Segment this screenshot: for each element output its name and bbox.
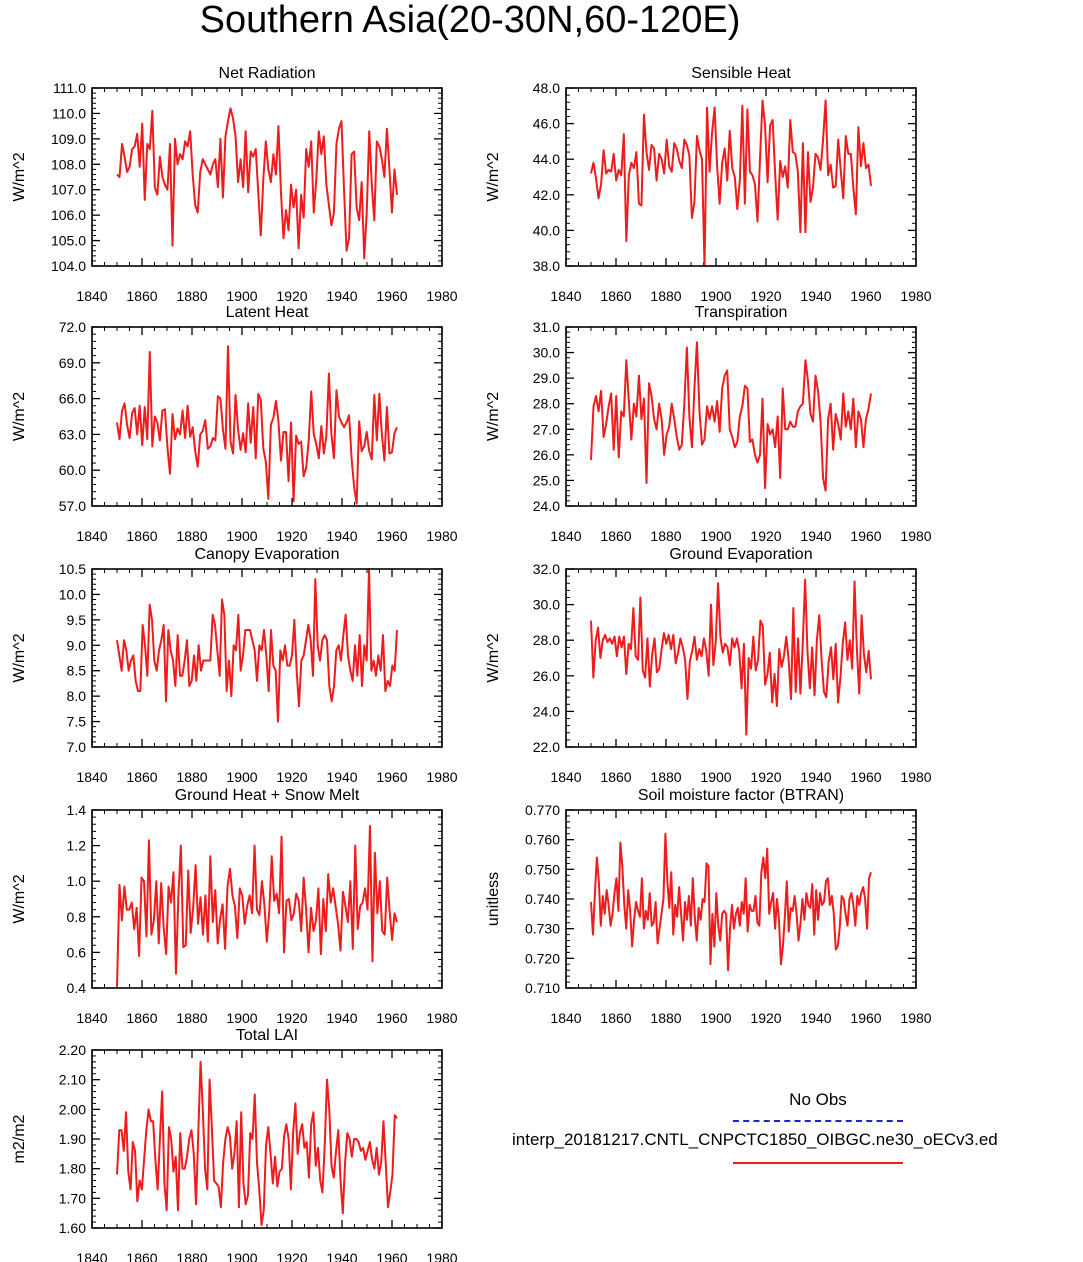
y-axis-label: W/m^2 — [11, 152, 28, 202]
plot-frame — [566, 88, 916, 266]
x-tick-label: 1840 — [76, 288, 108, 304]
x-tick-label: 1900 — [700, 769, 732, 785]
x-tick-label: 1880 — [176, 528, 208, 544]
y-tick-label: 0.8 — [66, 908, 86, 925]
x-tick-label: 1840 — [550, 769, 582, 785]
x-tick-label: 1960 — [376, 528, 408, 544]
x-tick-label: 1920 — [276, 1250, 308, 1262]
y-tick-label: 24.0 — [532, 498, 560, 514]
y-tick-label: 1.90 — [58, 1131, 86, 1147]
x-tick-label: 1860 — [126, 1250, 158, 1262]
x-tick-label: 1900 — [226, 769, 258, 785]
x-tick-label: 1920 — [276, 1010, 308, 1026]
x-tick-label: 1840 — [550, 288, 582, 304]
y-tick-label: 1.60 — [58, 1220, 86, 1236]
y-tick-label: 1.0 — [66, 873, 86, 890]
x-tick-label: 1840 — [76, 1250, 108, 1262]
chart-title: Net Radiation — [218, 65, 316, 82]
x-tick-label: 1920 — [750, 769, 782, 785]
x-tick-label: 1960 — [850, 769, 882, 785]
x-tick-label: 1940 — [326, 1250, 358, 1262]
y-tick-label: 69.0 — [58, 354, 86, 371]
y-axis-label: W/m^2 — [485, 633, 502, 683]
x-tick-label: 1960 — [850, 1010, 882, 1026]
y-tick-label: 9.0 — [66, 637, 86, 654]
y-tick-label: 26.0 — [532, 446, 560, 463]
y-tick-label: 107.0 — [50, 181, 86, 198]
x-tick-label: 1940 — [800, 288, 832, 304]
x-tick-label: 1900 — [226, 288, 258, 304]
legend-case-label: interp_20181217.CNTL_CNPCTC1850_OIBGC.ne30_oECv3.ed — [512, 1130, 998, 1149]
x-tick-label: 1960 — [376, 1250, 408, 1262]
x-tick-label: 1920 — [750, 288, 782, 304]
y-axis-label: W/m^2 — [11, 391, 28, 442]
series-line — [117, 826, 397, 986]
y-axis-label: W/m^2 — [485, 152, 502, 202]
x-tick-label: 1860 — [600, 1010, 632, 1026]
legend-case-line — [733, 1162, 903, 1164]
y-tick-label: 42.0 — [532, 186, 560, 203]
y-axis-label: W/m^2 — [11, 633, 28, 683]
y-axis-label: W/m^2 — [485, 391, 502, 442]
y-tick-label: 0.730 — [524, 920, 560, 937]
y-tick-label: 0.710 — [524, 980, 560, 996]
x-tick-label: 1840 — [76, 769, 108, 785]
y-tick-label: 0.750 — [524, 861, 560, 878]
x-tick-label: 1940 — [800, 769, 832, 785]
y-tick-label: 29.0 — [532, 370, 560, 387]
x-tick-label: 1900 — [226, 1250, 258, 1262]
series-line — [117, 346, 397, 504]
x-tick-label: 1940 — [326, 288, 358, 304]
x-tick-label: 1940 — [326, 528, 358, 544]
x-tick-label: 1900 — [226, 1010, 258, 1026]
x-tick-label: 1880 — [176, 769, 208, 785]
x-tick-label: 1980 — [426, 288, 458, 304]
chart-title: Canopy Evaporation — [194, 546, 340, 563]
y-tick-label: 1.4 — [66, 802, 86, 818]
x-tick-label: 1940 — [326, 769, 358, 785]
series-line — [117, 569, 397, 722]
legend-obs-line — [733, 1120, 903, 1122]
y-tick-label: 108.0 — [50, 156, 86, 173]
chart-panel-8 — [485, 787, 932, 1026]
chart-title: Ground Heat + Snow Melt — [174, 787, 360, 804]
y-tick-label: 0.6 — [66, 944, 86, 961]
y-tick-label: 0.770 — [524, 802, 560, 818]
x-tick-label: 1860 — [126, 288, 158, 304]
y-tick-label: 57.0 — [58, 498, 86, 514]
y-axis-label: m2/m2 — [11, 1114, 28, 1164]
series-line — [591, 342, 871, 490]
x-tick-label: 1840 — [550, 528, 582, 544]
x-tick-label: 1960 — [850, 288, 882, 304]
x-tick-label: 1880 — [650, 769, 682, 785]
series-line — [591, 834, 871, 970]
x-tick-label: 1880 — [176, 1250, 208, 1262]
chart-panel-7 — [11, 787, 458, 1026]
x-tick-label: 1960 — [376, 769, 408, 785]
legend-obs-label: No Obs — [789, 1090, 847, 1109]
chart-panel-6 — [485, 546, 932, 785]
x-tick-label: 1840 — [550, 1010, 582, 1026]
y-tick-label: 40.0 — [532, 222, 560, 239]
x-tick-label: 1960 — [850, 528, 882, 544]
y-tick-label: 104.0 — [50, 258, 86, 274]
x-tick-label: 1860 — [600, 288, 632, 304]
y-tick-label: 0.760 — [524, 831, 560, 848]
x-tick-label: 1980 — [426, 528, 458, 544]
y-tick-label: 1.70 — [58, 1190, 86, 1207]
x-tick-label: 1880 — [176, 288, 208, 304]
y-tick-label: 2.00 — [58, 1101, 86, 1118]
y-tick-label: 44.0 — [532, 151, 560, 168]
y-tick-label: 27.0 — [532, 421, 560, 438]
x-tick-label: 1900 — [700, 528, 732, 544]
y-tick-label: 111.0 — [53, 80, 86, 96]
x-tick-label: 1980 — [426, 1010, 458, 1026]
x-tick-label: 1900 — [226, 528, 258, 544]
y-tick-label: 38.0 — [532, 258, 560, 274]
chart-title: Ground Evaporation — [669, 546, 813, 563]
x-tick-label: 1860 — [126, 528, 158, 544]
chart-panel-5 — [11, 546, 458, 785]
y-tick-label: 7.0 — [66, 739, 86, 755]
y-tick-label: 30.0 — [532, 596, 560, 613]
y-tick-label: 10.5 — [58, 561, 86, 577]
y-tick-label: 7.5 — [66, 713, 86, 730]
y-tick-label: 109.0 — [50, 130, 86, 147]
x-tick-label: 1880 — [650, 1010, 682, 1026]
y-tick-label: 0.4 — [66, 980, 86, 996]
y-tick-label: 105.0 — [50, 232, 86, 249]
y-tick-label: 46.0 — [532, 115, 560, 132]
chart-title: Latent Heat — [225, 304, 309, 321]
y-tick-label: 110.0 — [52, 105, 86, 122]
y-tick-label: 28.0 — [532, 632, 560, 649]
x-tick-label: 1920 — [276, 288, 308, 304]
y-axis-label: W/m^2 — [11, 874, 28, 924]
y-tick-label: 8.5 — [66, 662, 86, 679]
x-tick-label: 1860 — [600, 528, 632, 544]
chart-title: Sensible Heat — [691, 65, 791, 82]
x-tick-label: 1860 — [126, 1010, 158, 1026]
x-tick-label: 1880 — [650, 288, 682, 304]
y-tick-label: 0.720 — [524, 950, 560, 967]
x-tick-label: 1960 — [376, 1010, 408, 1026]
y-tick-label: 10.0 — [58, 586, 86, 603]
y-tick-label: 25.0 — [532, 472, 560, 489]
plot-frame — [566, 327, 916, 506]
x-tick-label: 1840 — [76, 528, 108, 544]
x-tick-label: 1860 — [600, 769, 632, 785]
y-tick-label: 66.0 — [58, 390, 86, 407]
y-tick-label: 48.0 — [532, 80, 560, 96]
x-tick-label: 1980 — [426, 769, 458, 785]
y-tick-label: 106.0 — [50, 207, 86, 224]
x-tick-label: 1960 — [376, 288, 408, 304]
x-tick-label: 1940 — [800, 528, 832, 544]
x-tick-label: 1920 — [750, 1010, 782, 1026]
x-tick-label: 1980 — [900, 1010, 932, 1026]
x-tick-label: 1880 — [176, 1010, 208, 1026]
y-tick-label: 30.0 — [532, 344, 560, 361]
chart-title: Soil moisture factor (BTRAN) — [637, 787, 845, 804]
series-line — [591, 100, 871, 266]
y-tick-label: 22.0 — [532, 739, 560, 755]
y-axis-label: unitless — [485, 871, 502, 927]
y-tick-label: 1.80 — [58, 1160, 86, 1177]
y-tick-label: 32.0 — [532, 561, 560, 577]
series-line — [117, 108, 397, 258]
y-tick-label: 60.0 — [58, 462, 86, 479]
y-tick-label: 72.0 — [58, 319, 86, 335]
x-tick-label: 1920 — [276, 528, 308, 544]
x-tick-label: 1900 — [700, 288, 732, 304]
x-tick-label: 1900 — [700, 1010, 732, 1026]
chart-title: Total LAI — [235, 1027, 299, 1044]
y-tick-label: 8.0 — [66, 688, 86, 705]
x-tick-label: 1860 — [126, 769, 158, 785]
y-tick-label: 2.20 — [58, 1042, 86, 1058]
x-tick-label: 1980 — [900, 769, 932, 785]
y-tick-label: 31.0 — [532, 319, 560, 335]
x-tick-label: 1980 — [900, 288, 932, 304]
series-line — [591, 580, 871, 735]
chart-title: Transpiration — [694, 304, 788, 321]
x-tick-label: 1980 — [900, 528, 932, 544]
x-tick-label: 1880 — [650, 528, 682, 544]
page-title: Southern Asia(20-30N,60-120E) — [199, 0, 741, 41]
y-tick-label: 2.10 — [58, 1071, 86, 1088]
x-tick-label: 1920 — [276, 769, 308, 785]
x-tick-label: 1840 — [76, 1010, 108, 1026]
chart-panel-9 — [11, 1027, 458, 1262]
x-tick-label: 1940 — [326, 1010, 358, 1026]
series-line — [117, 1062, 397, 1225]
y-tick-label: 63.0 — [58, 426, 86, 443]
y-tick-label: 0.740 — [524, 891, 560, 907]
chart-panel-2 — [485, 65, 932, 304]
y-tick-label: 9.5 — [66, 611, 86, 628]
y-tick-label: 1.2 — [66, 837, 86, 854]
x-tick-label: 1980 — [426, 1250, 458, 1262]
chart-panel-1 — [11, 65, 458, 304]
chart-panel-4 — [485, 304, 932, 544]
y-tick-label: 28.0 — [532, 395, 560, 412]
x-tick-label: 1920 — [750, 528, 782, 544]
y-tick-label: 24.0 — [532, 703, 560, 720]
chart-panel-3 — [11, 304, 458, 544]
x-tick-label: 1940 — [800, 1010, 832, 1026]
y-tick-label: 26.0 — [532, 667, 560, 684]
